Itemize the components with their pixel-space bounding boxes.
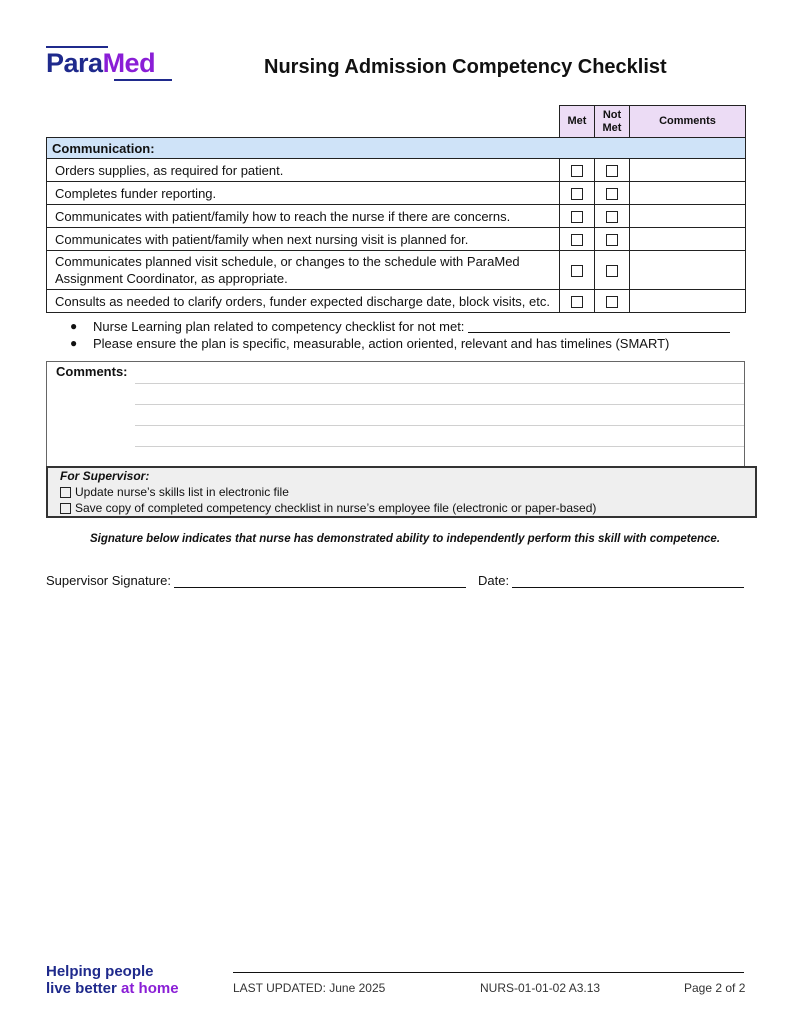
not-met-checkbox[interactable]: [606, 165, 618, 177]
met-checkbox[interactable]: [571, 211, 583, 223]
item-text: Communicates planned visit schedule, or changes to the schedule with ParaMed Assignment Coordinator, as appropriate.: [47, 251, 560, 290]
signature-note: Signature below indicates that nurse has demonstrated ability to independently perform this skill with competence.: [89, 533, 721, 545]
footer-divider: [233, 972, 744, 973]
paramed-logo: [46, 44, 174, 84]
page-title: Nursing Admission Competency Checklist: [264, 56, 667, 78]
met-checkbox[interactable]: [571, 265, 583, 277]
bullet-item: ● Please ensure the plan is specific, measurable, action oriented, relevant and has timelines (SMART): [70, 336, 670, 351]
met-checkbox[interactable]: [571, 188, 583, 200]
comment-line: [135, 404, 744, 405]
not-met-checkbox[interactable]: [606, 188, 618, 200]
competency-table: [46, 105, 746, 313]
comments-cell[interactable]: [630, 251, 746, 290]
item-text: Orders supplies, as required for patient.: [47, 159, 560, 182]
met-checkbox[interactable]: [571, 165, 583, 177]
item-text: Communicates with patient/family when next nursing visit is planned for.: [47, 228, 560, 251]
learning-plan-field[interactable]: [468, 320, 730, 333]
comments-label: Comments:: [56, 364, 128, 379]
header-not-met: Not Met: [595, 106, 630, 138]
supervisor-checkbox[interactable]: [60, 487, 71, 498]
supervisor-heading: For Supervisor:: [60, 469, 150, 483]
bullet-icon: ●: [70, 336, 78, 350]
table-row: [47, 228, 746, 251]
item-text: Completes funder reporting.: [47, 182, 560, 205]
supervisor-item: Save copy of completed competency checklist in nurse’s employee file (electronic or paper-based): [60, 500, 755, 516]
not-met-checkbox[interactable]: [606, 265, 618, 277]
table-row: [47, 205, 746, 228]
supervisor-signature: Supervisor Signature:: [46, 573, 466, 588]
comments-cell[interactable]: [630, 205, 746, 228]
page-number: Page 2 of 2: [684, 981, 746, 995]
header-comments: Comments: [630, 106, 746, 138]
supervisor-signature-field[interactable]: [174, 573, 466, 588]
table-row: [47, 182, 746, 205]
header-met: Met: [560, 106, 595, 138]
not-met-checkbox[interactable]: [606, 211, 618, 223]
item-text: Consults as needed to clarify orders, funder expected discharge date, block visits, etc.: [47, 290, 560, 313]
not-met-checkbox[interactable]: [606, 296, 618, 308]
date-signature: Date:: [478, 573, 744, 588]
not-met-checkbox[interactable]: [606, 234, 618, 246]
table-row: [47, 159, 746, 182]
table-row: [47, 290, 746, 313]
date-field[interactable]: [512, 573, 744, 588]
comments-cell[interactable]: [630, 182, 746, 205]
comment-line: [135, 425, 744, 426]
header-blank: [47, 106, 560, 138]
supervisor-item: Update nurse’s skills list in electronic file: [60, 484, 755, 500]
table-header-row: [47, 106, 746, 138]
table-row: [47, 251, 746, 290]
learning-plan-bullets: [70, 318, 730, 352]
comments-cell[interactable]: [630, 159, 746, 182]
bullet-icon: ●: [70, 319, 78, 333]
met-checkbox[interactable]: [571, 234, 583, 246]
comment-line: [135, 383, 744, 384]
bullet-item: ● Nurse Learning plan related to competency checklist for not met:: [70, 318, 730, 335]
comments-box[interactable]: [46, 361, 745, 467]
met-checkbox[interactable]: [571, 296, 583, 308]
document-code: NURS-01-01-02 A3.13: [480, 981, 601, 995]
last-updated: LAST UPDATED: June 2025: [233, 981, 386, 995]
section-row: [47, 138, 746, 159]
footer-tagline: Helping people live better at home: [46, 963, 179, 997]
item-text: Communicates with patient/family how to reach the nurse if there are concerns.: [47, 205, 560, 228]
supervisor-checkbox[interactable]: [60, 503, 71, 514]
comments-cell[interactable]: [630, 228, 746, 251]
comment-line: [135, 446, 744, 447]
comments-cell[interactable]: [630, 290, 746, 313]
logo-wordmark: ParaMed: [46, 48, 156, 78]
logo-bar-bottom: [114, 79, 172, 81]
supervisor-box: [46, 466, 757, 518]
section-communication: Communication:: [47, 138, 746, 159]
